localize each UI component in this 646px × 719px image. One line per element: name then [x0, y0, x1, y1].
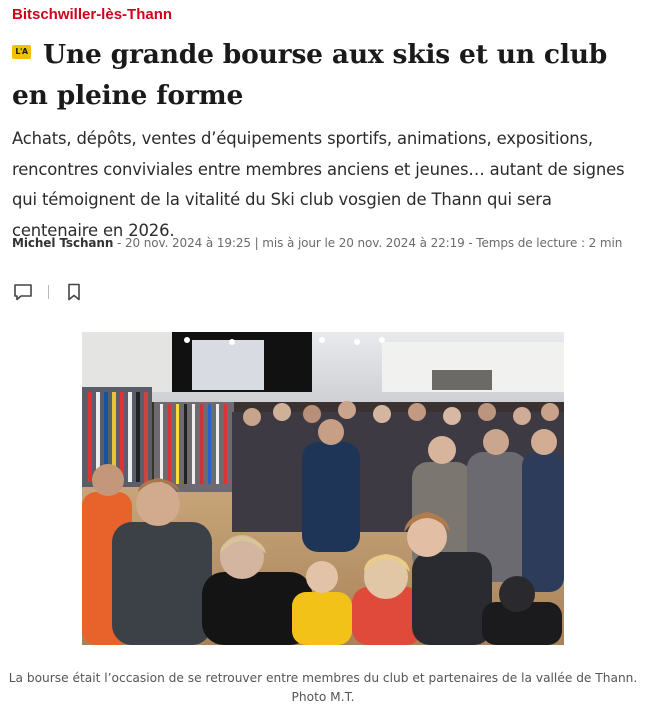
headline-text: Une grande bourse aux skis et un club en pleine forme [12, 39, 608, 111]
bookmark-icon[interactable] [63, 281, 85, 303]
action-divider [48, 285, 49, 299]
author-name[interactable]: Michel Tschann [12, 236, 114, 250]
article-photo [82, 332, 564, 645]
la-badge-icon: L'A [12, 45, 31, 59]
article-kicker[interactable]: Bitschwiller-lès-Thann [12, 6, 173, 23]
comment-icon[interactable] [12, 281, 34, 303]
publish-meta: - 20 nov. 2024 à 19:25 | mis à jour le 20 nov. 2024 à 22:19 - Temps de lecture : 2 min [113, 236, 623, 250]
photo-caption [0, 669, 646, 707]
article-lead: Achats, dépôts, ventes d’équipements sportifs, animations, expositions, rencontres conviviales entre membres anciens et jeunes… autant de signes qui témoignent de la vitalité du Ski club vosgien de Thann qui sera centenaire en 2026. [12, 129, 625, 240]
caption-text: La bourse était l’occasion de se retrouver entre membres du club et partenaires de la vallée de Thann. [8, 671, 638, 685]
article-actions [12, 281, 85, 303]
photo-credit: Photo M.T. [291, 690, 355, 704]
article-headline [12, 34, 632, 116]
article-byline [12, 236, 642, 250]
